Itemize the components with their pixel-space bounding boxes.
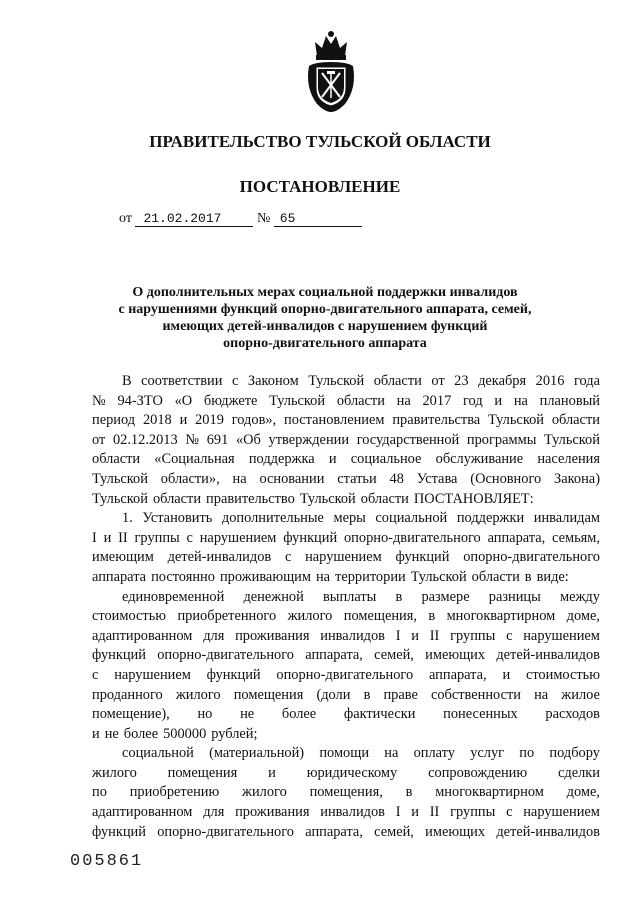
document-title	[100, 284, 550, 352]
body-line: адаптированном для проживания инвалидов I и II группы с нарушением	[92, 627, 600, 644]
body-line: Тульской области», на основании статьи 48 Устава (Основного Закона)	[92, 470, 600, 487]
document-date: 21.02.2017	[135, 211, 253, 227]
organization-title: ПРАВИТЕЛЬСТВО ТУЛЬСКОЙ ОБЛАСТИ	[149, 132, 491, 151]
number-prefix: №	[256, 211, 271, 226]
body-line: функций опорно-двигательного аппарата, семей, имеющих детей-инвалидов	[92, 823, 600, 840]
body-line: и не более 500000 рублей;	[92, 725, 258, 742]
body-line: Тульской области правительство Тульской области ПОСТАНОВЛЯЕТ:	[92, 490, 534, 507]
body-line: помещение), но не более фактически понесенных расходов	[92, 706, 600, 723]
body-line: стоимостью приобретенного жилого помещения, в многоквартирном доме,	[92, 608, 600, 625]
body-line: № 94-ЗТО «О бюджете Тульской области на 2017 год и на плановый	[92, 392, 600, 409]
serial-stamp: 005861	[70, 852, 144, 871]
document-type: ПОСТАНОВЛЕНИЕ	[239, 177, 401, 196]
body-line: проданного жилого помещения (доли в праве собственности на жилое	[92, 686, 600, 703]
body-line: социальной (материальной) помощи на оплату услуг по подбору	[122, 745, 600, 762]
body-line: области «Социальная поддержка и социальное обслуживание населения	[92, 451, 600, 468]
date-number-line	[119, 211, 362, 227]
title-line: имеющих детей-инвалидов с нарушением функций	[162, 319, 488, 334]
coat-of-arms-icon	[303, 26, 359, 114]
title-line: опорно-двигательного аппарата	[223, 336, 427, 351]
body-line: функций опорно-двигательного аппарата, семей, имеющих детей-инвалидов	[92, 647, 600, 664]
body-line: I и II группы с нарушением функций опорно-двигательного аппарата, семьям,	[92, 529, 600, 546]
body-line: В соответствии с Законом Тульской области от 23 декабря 2016 года	[122, 373, 600, 389]
body-line: адаптированном для проживания инвалидов I и II группы с нарушением	[92, 804, 600, 821]
date-prefix: от	[119, 211, 132, 226]
body-line: по приобретению жилого помещения, в многоквартирном доме,	[92, 784, 600, 801]
document-body	[92, 372, 600, 842]
body-line: от 02.12.2013 № 691 «Об утверждении государственной программы Тульской	[92, 431, 600, 448]
body-line: период 2018 и 2019 годов», постановлением правительства Тульской области	[92, 412, 600, 429]
body-line: имеющим детей-инвалидов с нарушением функций опорно-двигательного	[92, 549, 600, 566]
body-line: аппарата постоянно проживающим на территории Тульской области в виде:	[92, 568, 569, 585]
document-number: 65	[274, 211, 362, 227]
body-line: 1. Установить дополнительные меры социальной поддержки инвалидам	[122, 510, 600, 527]
body-line: единовременной денежной выплаты в размере разницы между	[122, 588, 600, 605]
body-line: жилого помещения и юридическому сопровождению сделки	[92, 764, 600, 781]
title-line: с нарушениями функций опорно-двигательного аппарата, семей,	[118, 302, 532, 317]
title-line: О дополнительных мерах социальной поддержки инвалидов	[132, 285, 518, 300]
body-line: с нарушением функций опорно-двигательного аппарата, и стоимостью	[92, 666, 600, 683]
